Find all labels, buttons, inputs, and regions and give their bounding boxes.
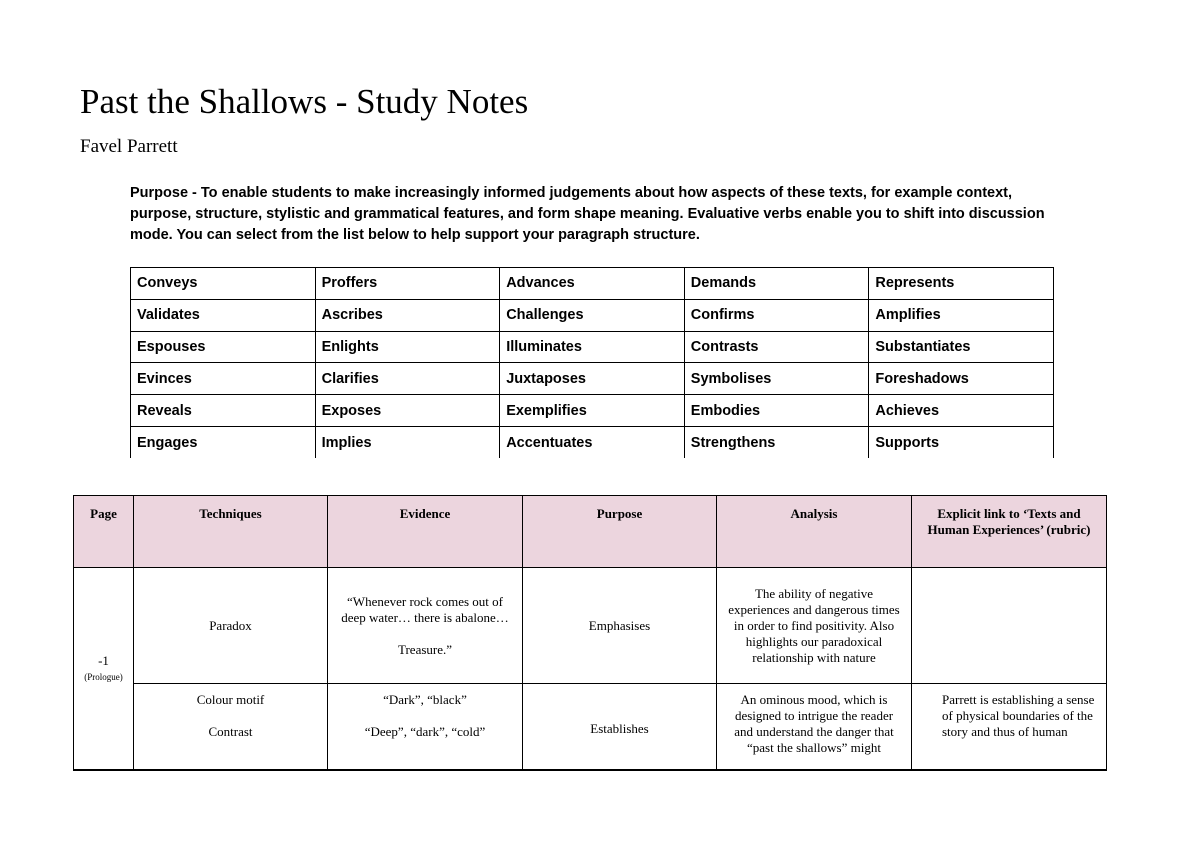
verb-cell: Illuminates xyxy=(500,331,685,363)
evaluative-verbs-table xyxy=(130,267,1054,458)
analysis-cell: An ominous mood, which is designed to intrigue the reader and understand the danger that “past the shallows” might xyxy=(717,684,912,771)
verb-cell: Strengthens xyxy=(684,427,869,458)
page-note: (Prologue) xyxy=(84,672,123,682)
table-row xyxy=(131,331,1054,363)
verb-cell: Clarifies xyxy=(315,363,500,395)
verb-cell: Achieves xyxy=(869,395,1054,427)
technique-cell xyxy=(134,684,328,771)
verb-cell: Foreshadows xyxy=(869,363,1054,395)
technique-label: Colour motif xyxy=(196,692,265,707)
verb-cell: Amplifies xyxy=(869,299,1054,331)
verb-cell: Exposes xyxy=(315,395,500,427)
analysis-cell: The ability of negative experiences and dangerous times in order to find positivity. Also highlights our paradoxical relationship with nature xyxy=(717,568,912,684)
verb-cell: Demands xyxy=(684,268,869,300)
table-row xyxy=(131,363,1054,395)
verb-cell: Supports xyxy=(869,427,1054,458)
column-header-rubric-link: Explicit link to ‘Texts and Human Experiences’ (rubric) xyxy=(912,496,1107,568)
verb-cell: Enlights xyxy=(315,331,500,363)
column-header-evidence: Evidence xyxy=(328,496,523,568)
table-row xyxy=(131,427,1054,458)
evidence-quote: “Whenever rock comes out of deep water… there is abalone… xyxy=(341,593,509,625)
verb-cell: Represents xyxy=(869,268,1054,300)
verb-cell: Embodies xyxy=(684,395,869,427)
table-row xyxy=(74,684,1107,771)
verb-cell: Evinces xyxy=(131,363,316,395)
table-row xyxy=(131,299,1054,331)
evidence-cell xyxy=(328,568,523,684)
column-header-page: Page xyxy=(74,496,134,568)
verb-cell: Conveys xyxy=(131,268,316,300)
verb-cell: Substantiates xyxy=(869,331,1054,363)
study-notes-table xyxy=(73,495,1107,771)
table-row xyxy=(74,568,1107,684)
evidence-quote: “Dark”, “black” xyxy=(383,692,467,707)
rubric-link-cell: Parrett is establishing a sense of physical boundaries of the story and thus of human xyxy=(912,684,1107,771)
verb-cell: Contrasts xyxy=(684,331,869,363)
page-cell xyxy=(74,568,134,771)
column-header-purpose: Purpose xyxy=(523,496,717,568)
evidence-quote: “Deep”, “dark”, “cold” xyxy=(364,724,486,739)
verb-cell: Validates xyxy=(131,299,316,331)
technique-cell: Paradox xyxy=(134,568,328,684)
verb-cell: Espouses xyxy=(131,331,316,363)
table-row xyxy=(131,395,1054,427)
author-name: Favel Parrett xyxy=(80,136,178,157)
purpose-paragraph: Purpose - To enable students to make increasingly informed judgements about how aspects of these texts, for example context, purpose, structure, stylistic and grammatical features, and form shape meaning. Evaluative verbs enable you to shift into discussion mode. You can select from the list below to help support your paragraph structure. xyxy=(130,185,1045,243)
verb-cell: Confirms xyxy=(684,299,869,331)
verb-cell: Ascribes xyxy=(315,299,500,331)
evidence-quote: Treasure.” xyxy=(397,641,453,657)
page-number: -1 xyxy=(98,653,109,668)
column-header-analysis: Analysis xyxy=(717,496,912,568)
evidence-cell xyxy=(328,684,523,771)
verb-cell: Accentuates xyxy=(500,427,685,458)
purpose-cell: Emphasises xyxy=(523,568,717,684)
verb-cell: Reveals xyxy=(131,395,316,427)
verb-cell: Juxtaposes xyxy=(500,363,685,395)
table-header-row xyxy=(74,496,1107,568)
purpose-cell: Establishes xyxy=(523,684,717,771)
column-header-techniques: Techniques xyxy=(134,496,328,568)
verb-cell: Engages xyxy=(131,427,316,458)
technique-label: Contrast xyxy=(208,724,253,739)
verb-cell: Implies xyxy=(315,427,500,458)
verb-cell: Exemplifies xyxy=(500,395,685,427)
rubric-link-cell xyxy=(912,568,1107,684)
verb-cell: Symbolises xyxy=(684,363,869,395)
document-title: Past the Shallows - Study Notes xyxy=(80,82,529,121)
verb-cell: Advances xyxy=(500,268,685,300)
verb-cell: Proffers xyxy=(315,268,500,300)
verb-cell: Challenges xyxy=(500,299,685,331)
table-row xyxy=(131,268,1054,300)
